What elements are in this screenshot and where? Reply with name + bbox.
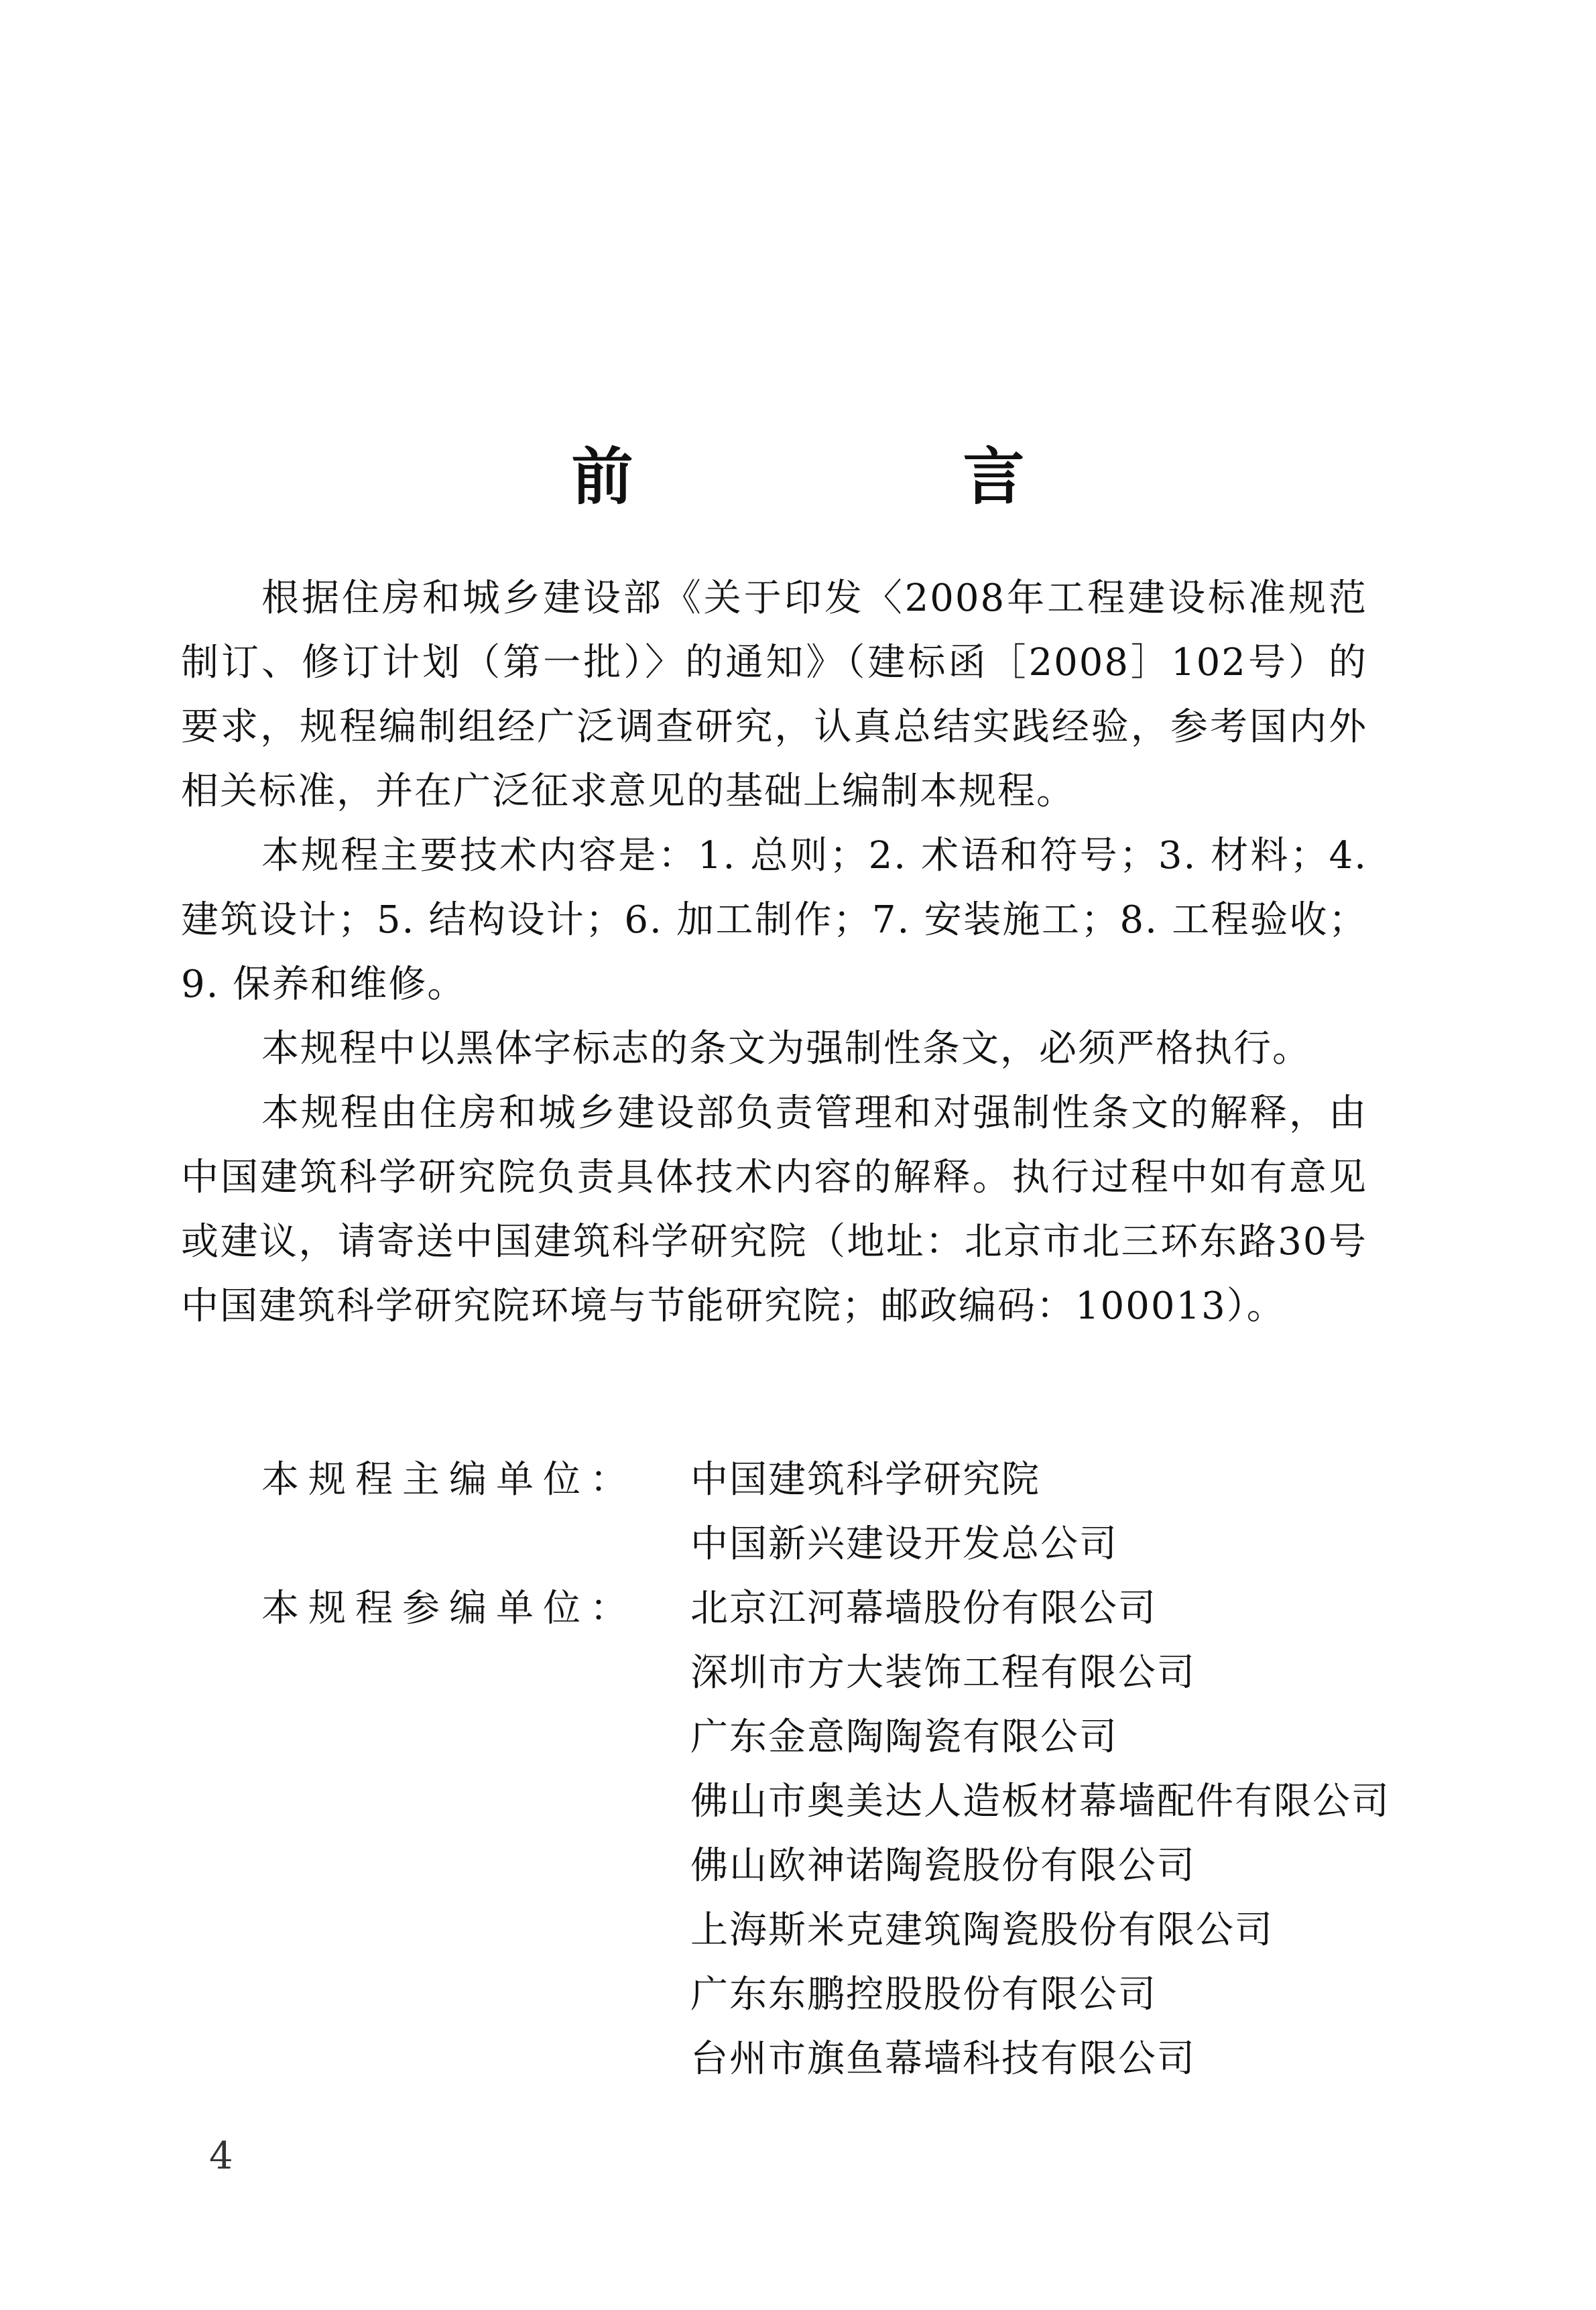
unit-item: 北京江河幕墙股份有限公司 <box>690 1587 1157 1630</box>
unit-item: 佛山市奥美达人造板材幕墙配件有限公司 <box>690 1780 1390 1823</box>
unit-item: 台州市旗鱼幕墙科技有限公司 <box>690 2037 1196 2081</box>
paragraph-contents: 本规程主要技术内容是：1. 总则；2. 术语和符号；3. 材料；4. 建筑设计；5. 结构设计；6. 加工制作；7. 安装施工；8. 工程验收；9. 保养和维修。 <box>181 834 1367 1006</box>
paragraph-mandatory: 本规程中以黑体字标志的条文为强制性条文，必须严格执行。 <box>261 1027 1311 1071</box>
page-number: 4 <box>209 2134 233 2178</box>
preface-body <box>181 566 1367 1339</box>
participating-units-label: 本规程参编单位： <box>261 1587 637 1630</box>
paragraph-basis: 根据住房和城乡建设部《关于印发〈2008年工程建设标准规范制订、修订计划（第一批）〉的通知》（建标函［2008］102号）的要求，规程编制组经广泛调查研究，认真总结实践经验，参考国内外相关标准，并在广泛征求意见的基础上编制本规程。 <box>181 576 1367 813</box>
unit-item: 上海斯米克建筑陶瓷股份有限公司 <box>690 1908 1274 1952</box>
units-section <box>261 1448 1401 2091</box>
participating-units-row <box>261 1577 1401 2091</box>
unit-item: 深圳市方大装饰工程有限公司 <box>690 1651 1196 1695</box>
unit-item: 广东金意陶陶瓷有限公司 <box>690 1715 1118 1759</box>
unit-item: 佛山欧神诺陶瓷股份有限公司 <box>690 1844 1196 1888</box>
chief-units-row <box>261 1448 1401 1577</box>
page-title: 前 言 <box>571 440 1159 513</box>
chief-units-label: 本规程主编单位： <box>261 1458 637 1502</box>
participating-units-list <box>690 1577 1401 2091</box>
unit-item: 广东东鹏控股股份有限公司 <box>690 1973 1157 2016</box>
unit-item: 中国建筑科学研究院 <box>690 1458 1040 1502</box>
unit-item: 中国新兴建设开发总公司 <box>690 1522 1118 1566</box>
chief-units-list <box>690 1448 1401 1577</box>
paragraph-management: 本规程由住房和城乡建设部负责管理和对强制性条文的解释，由中国建筑科学研究院负责具体技术内容的解释。执行过程中如有意见或建议，请寄送中国建筑科学研究院（地址：北京市北三环东路30号中国建筑科学研究院环境与节能研究院；邮政编码：100013）。 <box>181 1091 1367 1328</box>
